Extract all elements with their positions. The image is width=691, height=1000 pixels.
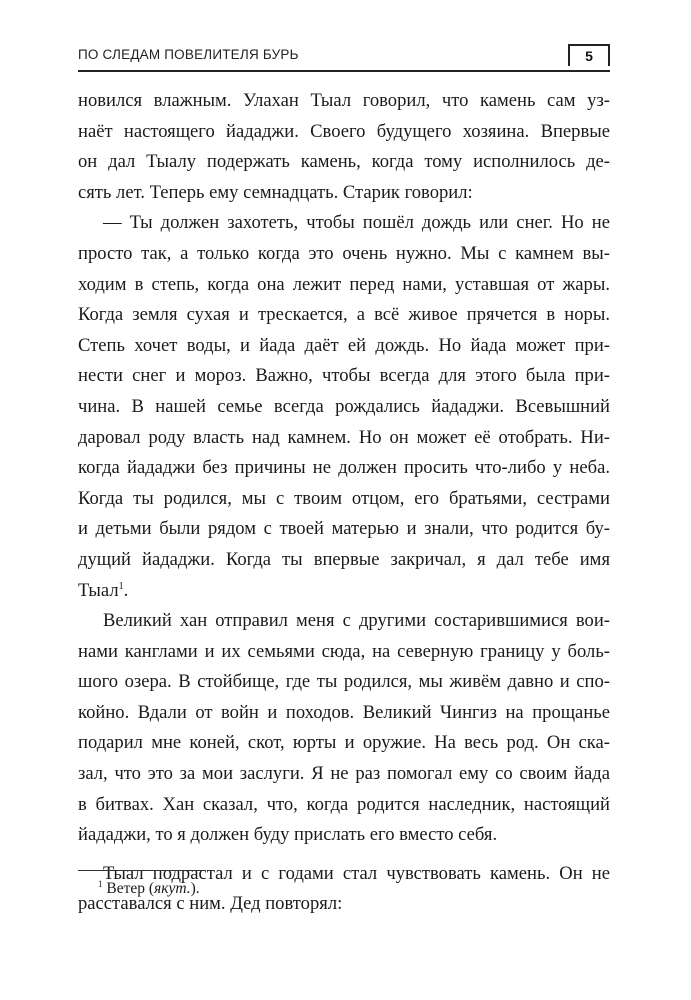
text-line: в битвах. Хан сказал, что, когда родится наследник, настоящий (78, 793, 610, 815)
running-title: ПО СЛЕДАМ ПОВЕЛИТЕЛЯ БУРЬ (78, 47, 299, 62)
text-line: койно. Вдали от войн и походов. Великий Чингиз на прощанье (78, 701, 610, 723)
text-line: Когда земля сухая и трескается, а всё живое прячется в норы. (78, 304, 610, 326)
text-line: нами канглами и их семьями сюда, на северную границу у боль- (78, 640, 610, 662)
text-line: расставался с ним. Дед повторял: (78, 893, 343, 915)
text-line: ходим в степь, когда она лежит перед нами, уставшая от жары. (78, 273, 610, 295)
text-line: — Ты должен захотеть, чтобы пошёл дождь или снег. Но не (103, 212, 610, 234)
text-line: шого озера. В стойбище, где ты родился, мы живём давно и спо- (78, 671, 610, 693)
footnote-text-end: ). (190, 880, 200, 897)
text-line: йададжи, то я должен буду прислать его вместо себя. (78, 824, 498, 846)
text-line: Тыал (78, 579, 119, 601)
running-header (78, 44, 610, 72)
text-line: нести снег и мороз. Важно, чтобы всегда для этого была при- (78, 365, 610, 387)
footnote-text: Ветер ( (102, 880, 155, 897)
text-line: Тыал подрастал и с годами стал чувствовать камень. Он не (103, 862, 610, 884)
text-line: когда йададжи без причины не должен просить что-либо у неба. (78, 457, 610, 479)
body-text (78, 86, 610, 920)
footnote-number: 1 (98, 879, 103, 889)
text-line: Великий хан отправил меня с другими состарившимися вои- (103, 610, 610, 632)
footnote-divider (78, 870, 205, 871)
text-line-with-footnote (78, 576, 610, 607)
text-line: просто так, а только когда это очень нужно. Мы с камнем вы- (78, 242, 610, 264)
text-line: зал, что это за мои заслуги. Я не раз помогал ему со своим йада (78, 763, 610, 785)
text-line: даровал роду власть над камнем. Но он может её отобрать. Ни- (78, 426, 610, 448)
text-line: подарил мне коней, скот, юрты и оружие. На весь род. Он ска- (78, 732, 610, 754)
sentence-end: . (123, 579, 129, 601)
page-number: 5 (585, 48, 593, 64)
text-line: чина. В нашей семье всегда рождались йададжи. Всевышний (78, 395, 610, 417)
footnote-italic-text: якут. (154, 880, 191, 897)
text-line: он дал Тыалу подержать камень, когда тому исполнилось де- (78, 151, 610, 173)
text-line: и детьми были рядом с твоей матерью и знали, что родится бу- (78, 518, 610, 540)
text-line: дущий йададжи. Когда ты впервые закричал, я дал тебе имя (78, 548, 610, 570)
footnote (98, 878, 200, 900)
text-line: сять лет. Теперь ему семнадцать. Старик говорил: (78, 181, 473, 203)
text-line: Степь хочет воды, и йада даёт ей дождь. Но йада может при- (78, 334, 610, 356)
text-line: новился влажным. Улахан Тыал говорил, что камень сам уз- (78, 90, 610, 111)
text-line: Когда ты родился, мы с твоим отцом, его братьями, сестрами (78, 487, 610, 509)
page-number-box (568, 44, 610, 66)
text-line: наёт настоящего йададжи. Своего будущего хозяина. Впервые (78, 120, 610, 142)
footnote-reference: 1 (118, 580, 124, 592)
